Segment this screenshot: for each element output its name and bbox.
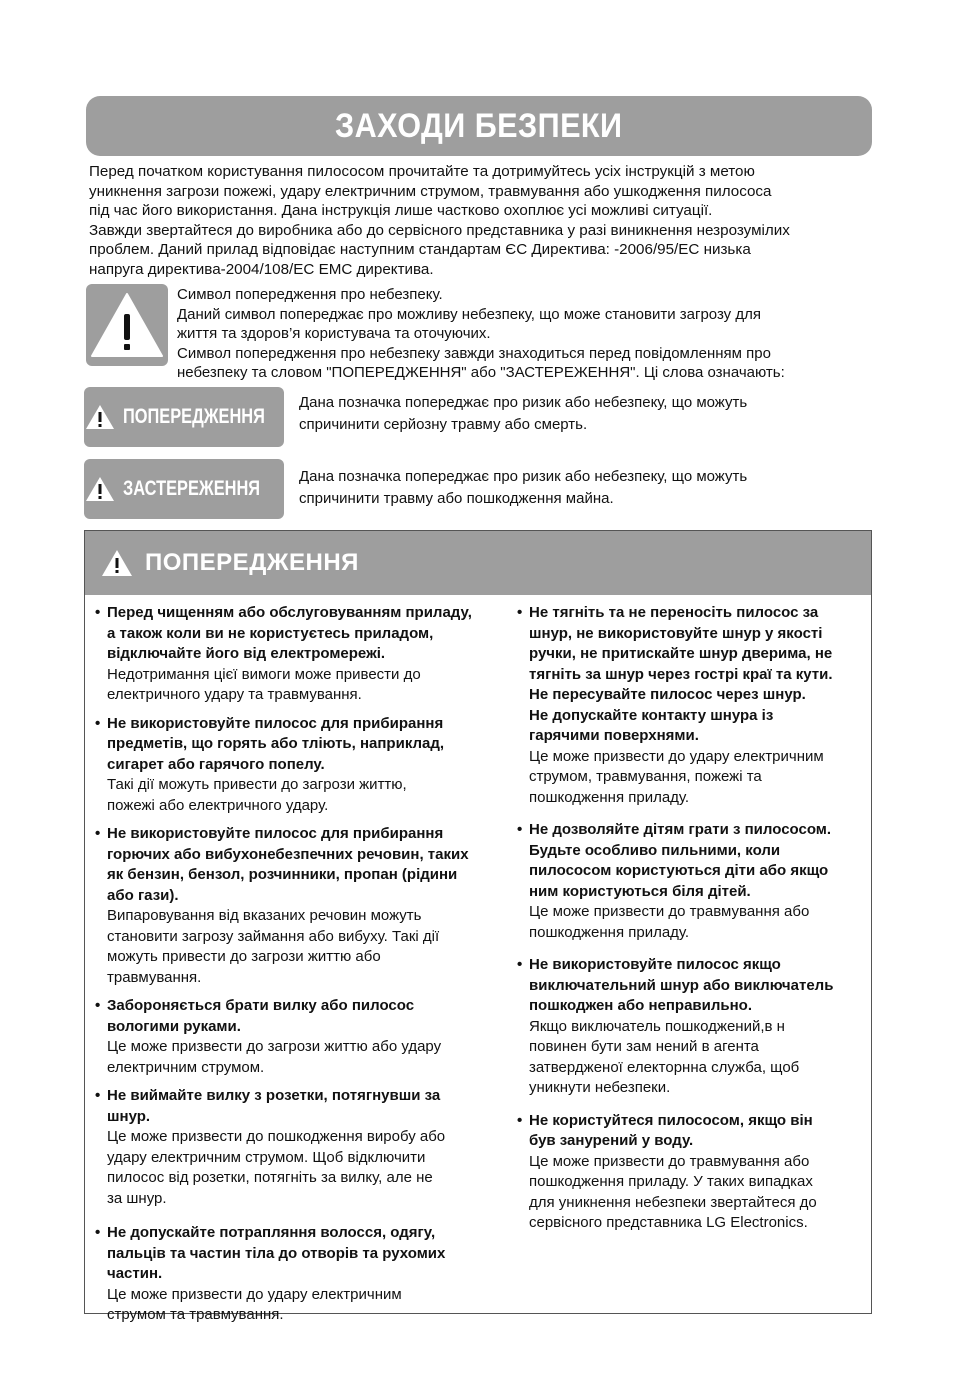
warning-symbol-box [86,284,168,366]
warning-triangle-icon [101,548,133,578]
warning-bold-line: пилососом користуються діти або якщо [529,862,829,879]
intro-paragraph [89,162,879,279]
bullet: • [517,821,523,838]
warning-item [95,714,505,817]
warning-bold-line: пальців та частин тіла до отворів та рухомих [107,1244,446,1262]
warning-bold-line: Не використовуйте пилосос для прибирання [107,714,444,732]
warning-bold-line: був занурений у воду. [529,1132,694,1149]
bullet: • [517,604,523,621]
bullet: • [95,997,101,1014]
bullet: • [95,604,101,621]
warning-bold-line: вологими руками. [107,1017,241,1035]
page-title-bar [86,96,872,156]
warning-text-line: пошкодження приладу. [529,923,690,941]
caution-label [84,459,284,519]
warning-text-line: Недотримання цієї вимоги може привести до [107,665,421,683]
warning-label [84,387,284,447]
bullet: • [95,1224,101,1241]
warning-text-line: струмом та травмування. [107,1306,284,1323]
warning-text-line: удару електричним струмом. Щоб відключити [107,1148,426,1166]
warning-bold-line: Забороняється брати вилку або пилосос [107,997,415,1014]
bullet: • [517,956,523,973]
warning-triangle-icon [86,284,168,366]
intro-line: уникнення загрози пожежі, удару електричним струмом, травмування або ушкодження пилососа [89,182,772,200]
warning-bold-line: Не використовуйте пилосос для прибирання [107,825,444,842]
warning-bold-line: Не користуйтеся пилососом, якщо він [529,1111,813,1129]
warning-text-line: уникнути небезпеки. [529,1079,671,1096]
symbol-line: небезпеку та словом "ПОПЕРЕДЖЕННЯ" або "ЗАСТЕРЕЖЕННЯ". Ці слова означають: [177,364,785,381]
warning-bold-line: тягніть за шнур через гострі краї та кути. [529,665,833,683]
label-desc-line: Дана позначка попереджає про ризик або небезпеку, що можуть [299,468,748,485]
warning-text-line: Якщо виключатель пошкоджений,в н [529,1017,785,1035]
warning-text-line: Випаровування від вказаних речовин можуть [107,907,422,924]
intro-line: під час його використання. Дана інструкція лише частково охоплює усі можливі ситуації. [89,202,713,219]
warning-bold-line: горючих або вибухонебезпечних речовин, таких [107,845,469,863]
warning-bold-line: частин. [107,1265,163,1282]
warning-item [517,955,867,1099]
warning-section-header [85,531,871,595]
warning-text-line: за шнур. [107,1189,167,1207]
warning-bold-line: а також коли ви не користуєтесь приладом, [107,624,434,642]
symbol-line: життя та здоров’я користувача та оточуючих. [177,325,491,342]
warning-text-line: травмування. [107,968,202,986]
warning-text-line: Це може призвести до пошкодження виробу або [107,1128,446,1145]
symbol-description [177,285,887,383]
intro-line: Завжди звертайтеся до виробника або до сервісного представника у разі виникнення незрозумілих [89,221,790,239]
label-desc-line: Дана позначка попереджає про ризик або небезпеку, що можуть [299,394,748,411]
warning-label-description [299,392,879,436]
warning-item [95,603,505,706]
warning-text-line: Такі дії можуть привести до загрози життю, [107,776,407,793]
warning-bold-line: відключайте його від електромережі. [107,645,386,662]
warning-section [84,530,872,1323]
warning-text-line: сервісного представника LG Electronics. [529,1214,808,1231]
bullet: • [95,1087,101,1104]
warning-triangle-icon [85,403,115,431]
warning-text-line: Це може призвести до удару електричним [529,747,824,765]
warning-column-left [95,603,505,1334]
label-desc-line: спричинити серйозну травму або смерть. [299,416,588,433]
warning-item [517,1111,867,1234]
warning-text-line: пилосос від розетки, потягніть за вилку, але не [107,1169,433,1186]
warning-bold-line: гарячими поверхнями. [529,727,699,744]
warning-text-line: пожежі або електричного удару. [107,796,329,814]
warning-bold-line: Не допускайте потрапляння волосся, одягу, [107,1224,436,1241]
warning-text-line: Це може призвести до травмування або [529,1152,810,1170]
warning-item [517,603,867,808]
bullet: • [95,825,101,842]
page-title: ЗАХОДИ БЕЗПЕКИ [335,106,623,145]
intro-line: Перед початком користування пилососом прочитайте та дотримуйтесь усіх інструкцій з метою [89,163,755,180]
warning-section-title: ПОПЕРЕДЖЕННЯ [145,549,359,576]
symbol-line: Символ попередження про небезпеку. [177,286,443,303]
warning-triangle-icon [85,475,115,503]
warning-text-line: Це може призвести до загрози життю або удару [107,1038,442,1055]
warning-bold-line: Не тягніть та не переносіть пилосос за [529,604,819,621]
intro-line: проблем. Даний прилад відповідає наступним стандартам ЄС Директива: -2006/95/EC низька [89,241,751,258]
warning-bold-line: Будьте особливо пильними, коли [529,841,781,859]
warning-bold-line: Не дозволяйте дітям грати з пилососом. [529,821,832,838]
warning-bold-line: виключательний шнур або виключатель [529,976,834,994]
symbol-line: Даний символ попереджає про можливу небезпеку, що може становити загрозу для [177,305,761,323]
warning-bold-line: або гази). [107,886,179,904]
warning-bold-line: як бензин, бензол, розчинники, пропан (рідини [107,866,458,883]
warning-bold-line: Не використовуйте пилосос якщо [529,956,781,973]
intro-line: напруга директива-2004/108/EC EMC директива. [89,260,434,278]
warning-text-line: для уникнення небезпеки звертайтеся до [529,1193,817,1211]
warning-label-text: ПОПЕРЕДЖЕННЯ [123,405,265,428]
warning-bold-line: ним користуються біля дітей. [529,882,751,900]
warning-item [517,820,867,943]
warning-bold-line: Перед чищенням або обслуговуванням приладу, [107,604,472,621]
warning-item [95,1086,505,1209]
caution-label-text: ЗАСТЕРЕЖЕННЯ [123,477,261,500]
warning-bold-line: сигарет або гарячого попелу. [107,755,325,773]
symbol-line: Символ попередження про небезпеку завжди знаходиться перед повідомленням про [177,344,771,362]
warning-text-line: можуть привести до загрози життю або [107,948,381,965]
warning-bold-line: шнур, не використовуйте шнур у якості [529,624,823,642]
warning-text-line: струмом, травмування, пожежі та [529,768,762,785]
label-desc-line: спричинити травму або пошкодження майна. [299,490,614,507]
warning-item [95,1223,505,1326]
warning-bold-line: ручки, не притискайте шнур дверима, не [529,645,833,662]
warning-bold-line: Не виймайте вилку з розетки, потягнувши за [107,1087,441,1104]
warning-bold-line: Не допускайте контакту шнура із [529,706,774,724]
bullet: • [517,1111,523,1129]
warning-bold-line: Не пересувайте пилосос через шнур. [529,686,806,703]
warning-text-line: пошкодження приладу. У таких випадках [529,1173,813,1190]
warning-bold-line: шнур. [107,1107,151,1125]
warning-text-line: становити загрозу займання або вибуху. Такі дії [107,927,440,945]
warning-text-line: повинен бути зам нений в агента [529,1038,759,1055]
warning-text-line: Це може призвести до удару електричним [107,1285,402,1303]
bullet: • [95,714,101,732]
warning-text-line: пошкодження приладу. [529,788,690,806]
warning-item [95,824,505,988]
warning-column-right [517,603,867,1242]
warning-bold-line: пошкоджен або неправильно. [529,997,753,1014]
caution-label-description [299,466,879,510]
warning-bold-line: предметів, що горять або тліють, наприклад, [107,735,445,752]
warning-text-line: електричного удару та травмування. [107,686,362,703]
warning-text-line: затвердженої електорнна служба, щоб [529,1058,800,1076]
warning-item [95,996,505,1078]
warning-text-line: електричним струмом. [107,1058,265,1076]
warning-text-line: Це може призвести до травмування або [529,903,810,920]
